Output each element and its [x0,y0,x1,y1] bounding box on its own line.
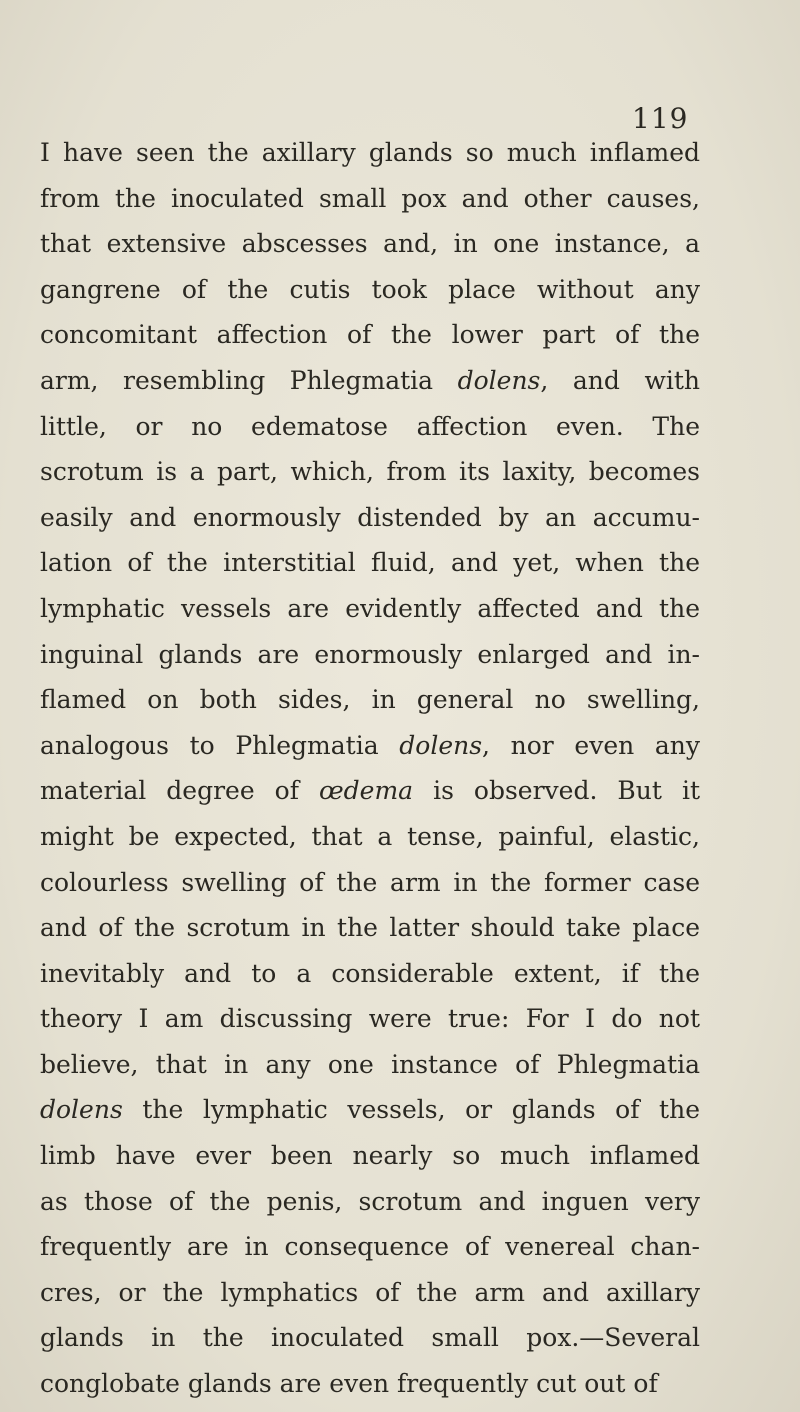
page-number: 119 [632,102,689,135]
text-segment: arm, resembling Phlegmatia [40,365,458,395]
text-line: limb have ever been nearly so much inflamed [40,1141,700,1171]
italic-term: dolens [457,365,541,395]
text-line [40,723,700,769]
text-line: might be expected, that a tense, painful, elastic, [40,821,700,851]
text-line: believe, that in any one instance of Phlegmatia [40,1049,700,1079]
text-line: cres, or the lymphatics of the arm and axillary [40,1277,700,1307]
text-line: and of the scrotum in the latter should take place [40,913,700,943]
text-line: scrotum is a part, which, from its laxity, becomes [40,457,700,487]
text-segment: analogous to Phlegmatia [40,730,400,760]
text-line: easily and enormously distended by an accumu- [40,502,700,532]
text-line [40,768,700,814]
text-line: conglobate glands are even frequently cut out of [40,1369,658,1399]
text-segment: material degree of [40,776,319,806]
text-segment: the lymphatic vessels, or glands of the [122,1095,700,1125]
text-segment: , and with [540,365,700,395]
text-segment: is observed. But it [413,776,700,806]
text-line: little, or no edematose affection even. The [40,411,700,441]
body-text [40,130,700,1407]
italic-term: dolens [40,1095,123,1125]
text-line: frequently are in consequence of venereal chan- [40,1232,700,1262]
text-line: inevitably and to a considerable extent, if the [40,958,700,988]
text-line: as those of the penis, scrotum and inguen very [40,1186,700,1216]
text-line: flamed on both sides, in general no swelling, [40,685,700,715]
italic-term: œdema [318,776,414,806]
text-line [40,1087,700,1133]
text-line [40,358,700,404]
text-line: concomitant affection of the lower part of the [40,320,700,350]
text-line: I have seen the axillary glands so much inflamed [40,138,700,167]
text-segment: , nor even any [482,730,700,760]
text-line: lymphatic vessels are evidently affected and the [40,593,700,623]
text-line: that extensive abscesses and, in one instance, a [40,229,700,259]
text-line: from the inoculated small pox and other causes, [40,183,700,213]
text-line: gangrene of the cutis took place without any [40,274,700,304]
text-line: glands in the inoculated small pox.—Several [40,1323,700,1353]
text-line: inguinal glands are enormously enlarged and in- [40,639,700,669]
text-line: colourless swelling of the arm in the former case [40,867,700,897]
text-line: theory I am discussing were true: For I do not [40,1004,700,1034]
italic-term: dolens [399,730,483,760]
text-line: lation of the interstitial fluid, and yet, when the [40,548,700,578]
